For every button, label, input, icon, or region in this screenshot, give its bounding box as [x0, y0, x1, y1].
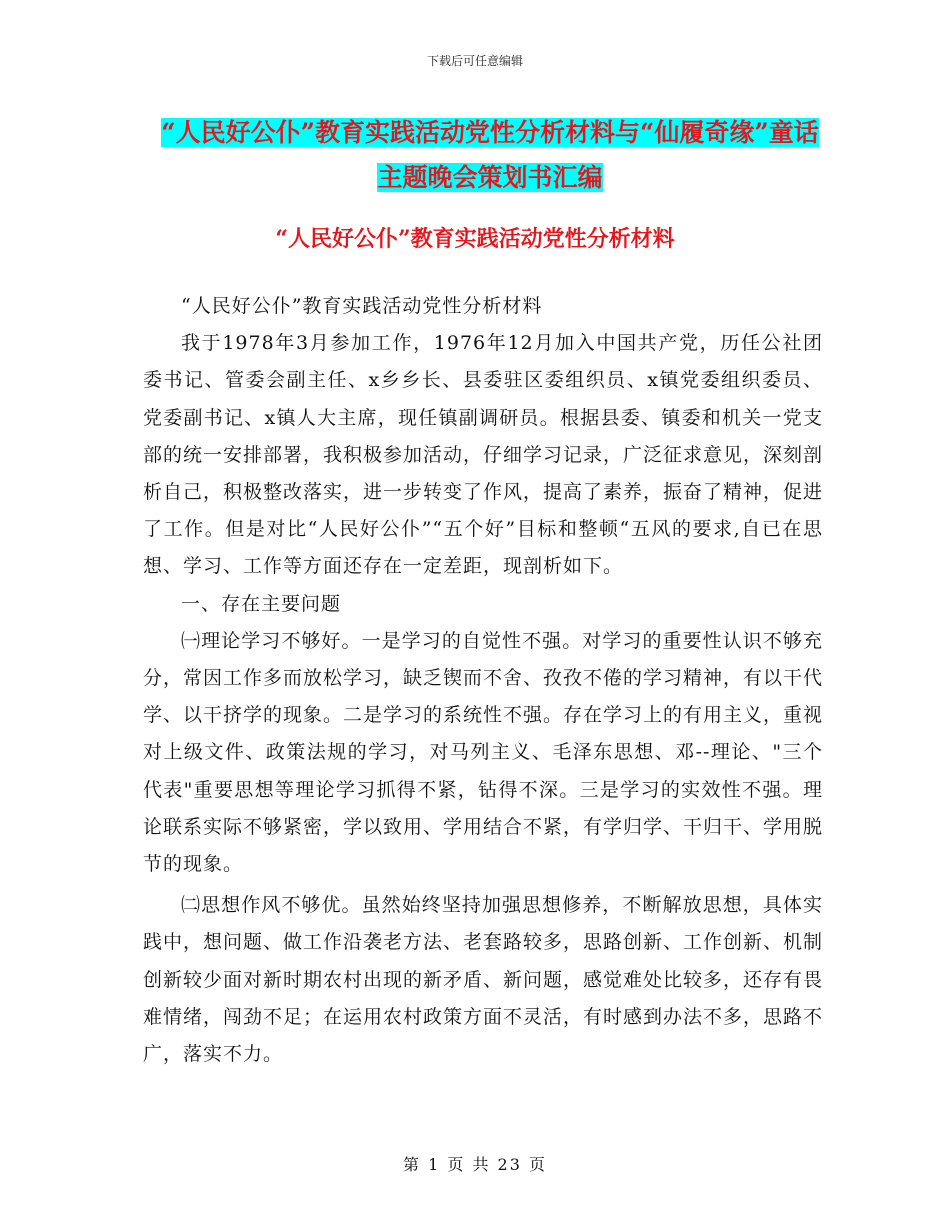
section-title: “人民好公仆”教育实践活动党性分析材料	[275, 226, 675, 252]
title-highlight: “人民好公仆”教育实践活动党性分析材料与“仙履奇缘”童话主题晚会策划书汇编	[161, 118, 819, 192]
paragraph: “人民好公仆”教育实践活动党性分析材料	[181, 295, 543, 317]
body-text	[143, 288, 823, 1073]
paragraph: ㈡思想作风不够优。虽然始终坚持加强思想修养，不断解放思想，具体实践中，想问题、做工作沿袭老方法、老套路较多，思路创新、工作创新、机制创新较少面对新时期农村出现的新矛盾、新问题，感觉难处比较多，还存有畏难情绪，闯劲不足；在运用农村政策方面不灵活，有时感到办法不多，思路不广，落实不力。	[143, 894, 824, 1066]
paragraph: ㈠理论学习不够好。一是学习的自觉性不强。对学习的重要性认识不够充分，常因工作多而放松学习，缺乏锲而不舍、孜孜不倦的学习精神，有以干代学、以干挤学的现象。二是学习的系统性不强。存在学习上的有用主义，重视对上级文件、政策法规的学习，对马列主义、毛泽东思想、邓--理论、"三个代表"重要思想等理论学习抓得不紧，钻得不深。三是学习的实效性不强。理论联系实际不够紧密，学以致用、学用结合不紧，有学归学、干归干、学用脱节的现象。	[143, 629, 824, 876]
page-footer: 第 1 页 共 23 页	[403, 1155, 547, 1174]
document-title	[160, 110, 820, 200]
paragraph: 一、存在主要问题	[181, 592, 342, 615]
page-header: 下载后可任意编辑	[426, 54, 523, 68]
paragraph: 我于1978年3月参加工作，1976年12月加入中国共产党，历任公社团委书记、管委会副主任、x乡乡长、县委驻区委组织员、x镇党委组织委员、党委副书记、x镇人大主席，现任镇副调研员。根据县委、镇委和机关一党支部的统一安排部署，我积极参加活动，仔细学习记录，广泛征求意见，深刻剖析自己，积极整改落实，进一步转变了作风，提高了素养，振奋了精神，促进了工作。但是对比“人民好公仆”“五个好”目标和整顿“五风的要求,自已在思想、学习、工作等方面还存在一定差距，现剖析如下。	[143, 332, 824, 578]
